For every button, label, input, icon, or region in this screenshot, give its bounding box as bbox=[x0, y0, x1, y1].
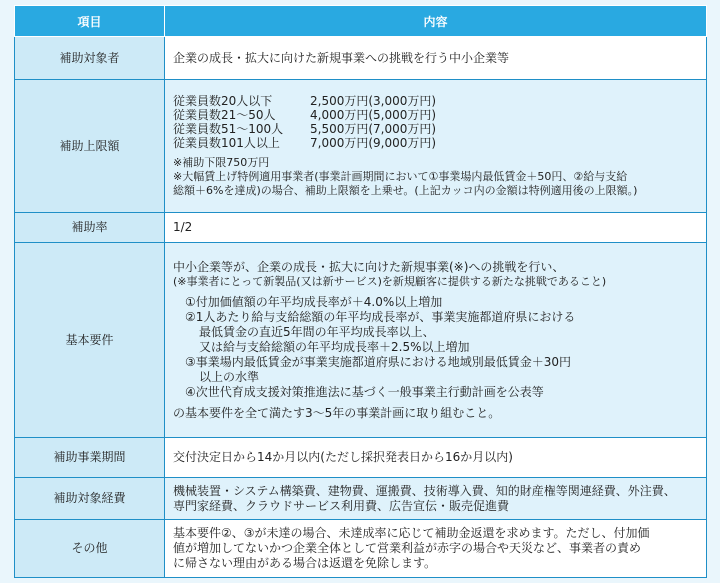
limit-amount-line bbox=[173, 136, 698, 150]
header-content: 内容 bbox=[165, 6, 707, 37]
limit-amount: 2,500万円(3,000万円) bbox=[310, 94, 437, 108]
requirement-2-cont: 最低賃金の直近5年間の年平均成長率以上、 bbox=[199, 324, 435, 339]
row-value-expenses bbox=[165, 478, 707, 520]
limit-amount: 7,000万円(9,000万円) bbox=[310, 136, 437, 150]
limit-note-minimum: ※補助下限750万円 bbox=[173, 156, 270, 169]
target-text: 企業の成長・拡大に向けた新規事業への挑戦を行う中小企業等 bbox=[173, 50, 510, 65]
row-value-basic bbox=[165, 243, 707, 438]
row-other bbox=[15, 520, 707, 578]
other-line-2: 値が増加してないかつ企業全体として営業利益が赤字の場合や天災など、事業者の責め bbox=[173, 541, 642, 555]
row-value-rate bbox=[165, 213, 707, 243]
row-value-other bbox=[165, 520, 707, 578]
expenses-line-1: 機械装置・システム構築費、建物費、運搬費、技術導入費、知的財産権等関連経費、外注費、 bbox=[173, 483, 676, 498]
limit-note-special-2: 総額＋6%を達成)の場合、補助上限額を上乗せ。(上記カッコ内の金額は特例適用後の上限額。) bbox=[173, 184, 638, 197]
rate-text: 1/2 bbox=[173, 220, 193, 234]
limit-note-special-1: ※大幅賃上げ特例適用事業者(事業計画期間において①事業場内最低賃金＋50円、②給与支給 bbox=[173, 170, 628, 183]
row-limit bbox=[15, 80, 707, 213]
other-line-3: に帰さない理由がある場合は返還を免除します。 bbox=[173, 556, 437, 570]
header-item: 項目 bbox=[15, 6, 165, 37]
requirement-1: ①付加価値額の年平均成長率が＋4.0%以上増加 bbox=[185, 294, 443, 309]
limit-amount-line bbox=[173, 122, 698, 136]
subsidy-summary-table bbox=[14, 5, 707, 578]
basic-intro-2: (※事業者にとって新製品(又は新サービス)を新規顧客に提供する新たな挑戦であること) bbox=[173, 274, 607, 288]
limit-amount-line bbox=[173, 94, 698, 108]
subsidy-table-container bbox=[14, 5, 706, 578]
employee-range: 従業員数101人以上 bbox=[173, 136, 280, 150]
requirement-2: ②1人あたり給与支給総額の年平均成長率が、事業実施都道府県における bbox=[185, 309, 576, 324]
row-label-basic: 基本要件 bbox=[15, 243, 165, 438]
row-label-other: その他 bbox=[15, 520, 165, 578]
row-rate bbox=[15, 213, 707, 243]
row-value-period bbox=[165, 438, 707, 478]
row-period bbox=[15, 438, 707, 478]
row-value-target bbox=[165, 37, 707, 80]
row-basic-requirements bbox=[15, 243, 707, 438]
expenses-line-2: 専門家経費、クラウドサービス利用費、広告宣伝・販売促進費 bbox=[173, 498, 510, 513]
employee-range: 従業員数20人以下 bbox=[173, 94, 273, 108]
row-label-period: 補助事業期間 bbox=[15, 438, 165, 478]
basic-closing: の基本要件を全て満たす3～5年の事業計画に取り組むこと。 bbox=[173, 405, 501, 420]
limit-amount: 4,000万円(5,000万円) bbox=[310, 108, 437, 122]
row-label-expenses: 補助対象経費 bbox=[15, 478, 165, 520]
limit-amount: 5,500万円(7,000万円) bbox=[310, 122, 437, 136]
basic-intro-1: 中小企業等が、企業の成長・拡大に向けた新規事業(※)への挑戦を行い、 bbox=[173, 259, 565, 274]
employee-range: 従業員数21～50人 bbox=[173, 108, 276, 122]
row-label-target: 補助対象者 bbox=[15, 37, 165, 80]
row-expenses bbox=[15, 478, 707, 520]
requirement-3: ③事業場内最低賃金が事業実施都道府県における地域別最低賃金＋30円 bbox=[185, 354, 572, 369]
row-target bbox=[15, 37, 707, 80]
requirement-3-cont: 以上の水準 bbox=[199, 369, 260, 384]
row-label-rate: 補助率 bbox=[15, 213, 165, 243]
employee-range: 従業員数51～100人 bbox=[173, 122, 284, 136]
requirement-2-cont: 又は給与支給総額の年平均成長率＋2.5%以上増加 bbox=[199, 339, 470, 354]
row-value-limit bbox=[165, 80, 707, 213]
requirement-4: ④次世代育成支援対策推進法に基づく一般事業主行動計画を公表等 bbox=[185, 384, 544, 399]
row-label-limit: 補助上限額 bbox=[15, 80, 165, 213]
table-header-row bbox=[15, 6, 707, 37]
period-text: 交付決定日から14か月以内(ただし採択発表日から16か月以内) bbox=[173, 450, 513, 464]
limit-amount-line bbox=[173, 108, 698, 122]
other-line-1: 基本要件②、③が未達の場合、未達成率に応じて補助金返還を求めます。ただし、付加価 bbox=[173, 526, 650, 540]
